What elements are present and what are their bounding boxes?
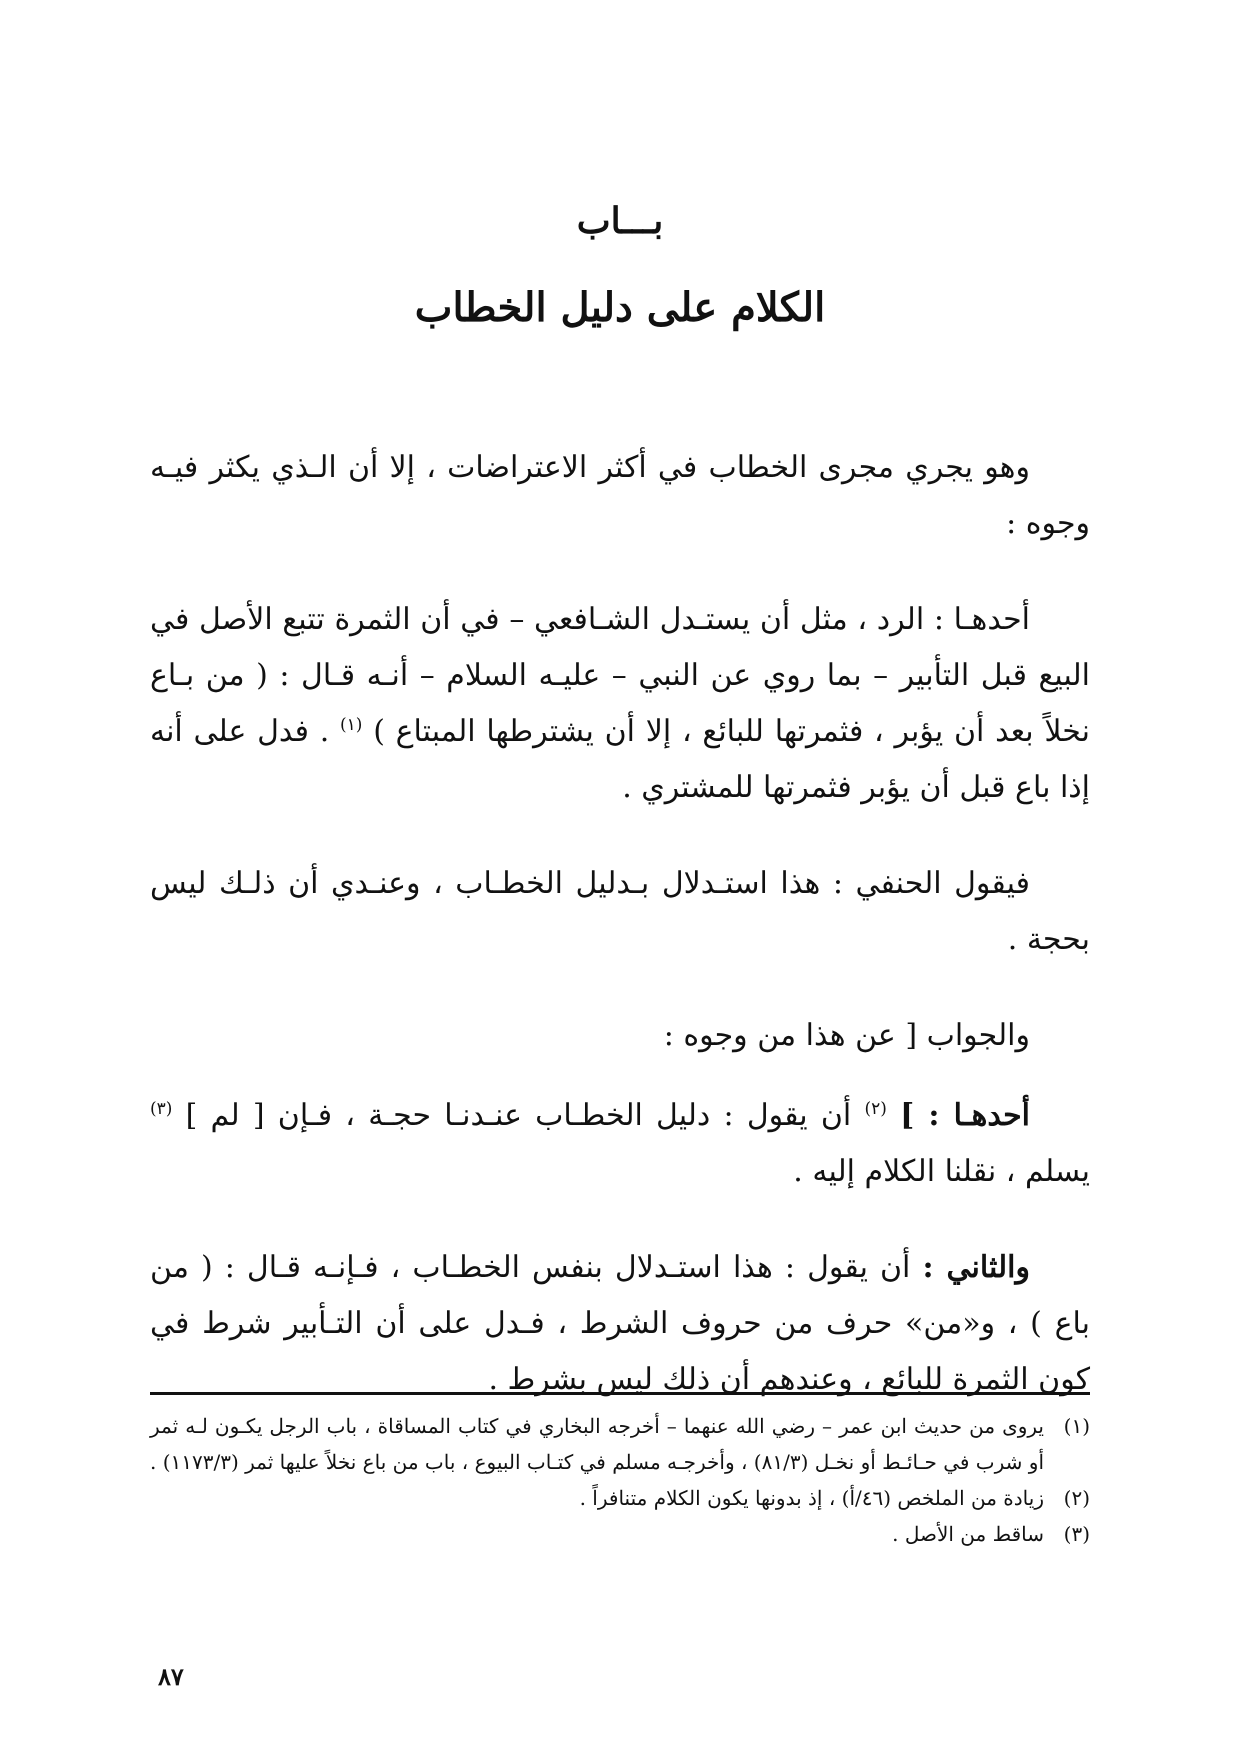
- footnote-number: (٢): [1063, 1486, 1090, 1510]
- paragraph-5-mid: أن يقول : دليل الخطـاب عنـدنـا حجـة ، فـإن [ لم ]: [185, 1098, 852, 1133]
- paragraph-2-text: أحدهـا : الرد ، مثل أن يستـدل الشـافعي – في أن الثمرة تتبع الأصل في البيع قبل التأبير – بما روي عن النبي – عليـه السلام – أنـه قـال : ( من بـاع نخلاً بعد أن يؤبر ، فثمرتها للبائع ، إلا أن يشترطها المبتاع ): [150, 602, 1090, 749]
- paragraph-2-tail: . فدل على أنه إذا باع قبل أن يؤبر فثمرتها للمشتري .: [150, 714, 1090, 805]
- footnote-text: يروى من حديث ابن عمر – رضي الله عنهما – أخرجه البخاري في كتاب المساقاة ، باب الرجل يكـون لـه ثمر أو شرب في حـائـط أو نخـل (٨١/٣) ، وأخرجـه مسلم في كتـاب البيوع ، باب من باع نخلاً عليها ثمر (١١٧٣/٣) .: [149, 1414, 1044, 1474]
- footnote-3: [150, 1516, 1090, 1552]
- paragraph-6-lead: والثاني :: [922, 1250, 1030, 1285]
- footnotes: [150, 1408, 1090, 1552]
- main-text: [150, 440, 1090, 1448]
- page-number: ٨٧: [158, 1662, 184, 1691]
- footnote-ref-3[interactable]: (٣): [150, 1099, 173, 1119]
- footnote-divider: [150, 1392, 1090, 1395]
- footnote-ref-1[interactable]: (١): [340, 715, 363, 735]
- paragraph-4: والجواب [ عن هذا من وجوه :: [663, 1018, 1030, 1053]
- chapter-label: بـــاب: [576, 200, 664, 242]
- footnote-text: زيادة من الملخص (٤٦/أ) ، إذ بدونها يكون الكلام متنافراً .: [579, 1486, 1044, 1510]
- paragraph-5-tail: يسلم ، نقلنا الكلام إليه .: [793, 1154, 1090, 1189]
- footnote-text: ساقط من الأصل .: [892, 1522, 1044, 1546]
- footnote-number: (١): [1063, 1414, 1090, 1438]
- footnote-2: [150, 1480, 1090, 1516]
- footnote-ref-2[interactable]: (٢): [864, 1099, 887, 1119]
- paragraph-6-text: أن يقول : هذا استـدلال بنفس الخطـاب ، فـإنـه قـال : ( من باع ) ، و«من» حرف من حروف الشرط ، فـدل على أن التـأبير شرط في كون الثمرة للبائع ، وعندهم أن ذلك ليس بشرط .: [150, 1250, 1090, 1397]
- paragraph-5: [150, 1088, 1090, 1200]
- chapter-title: الكلام على دليل الخطاب: [414, 284, 826, 331]
- paragraph-3: فيقول الحنفي : هذا استـدلال بـدليل الخطـاب ، وعنـدي أن ذلـك ليس بحجة .: [150, 866, 1090, 957]
- footnote-1: [150, 1408, 1090, 1480]
- paragraph-1: وهو يجري مجرى الخطاب في أكثر الاعتراضات ، إلا أن الـذي يكثر فيـه وجوه :: [150, 450, 1090, 541]
- paragraph-5-lead: أحدهـا : ]: [900, 1098, 1030, 1133]
- book-page: [150, 0, 1090, 1754]
- paragraph-6: [150, 1240, 1090, 1408]
- footnote-number: (٣): [1063, 1522, 1090, 1546]
- paragraph-2: [150, 592, 1090, 816]
